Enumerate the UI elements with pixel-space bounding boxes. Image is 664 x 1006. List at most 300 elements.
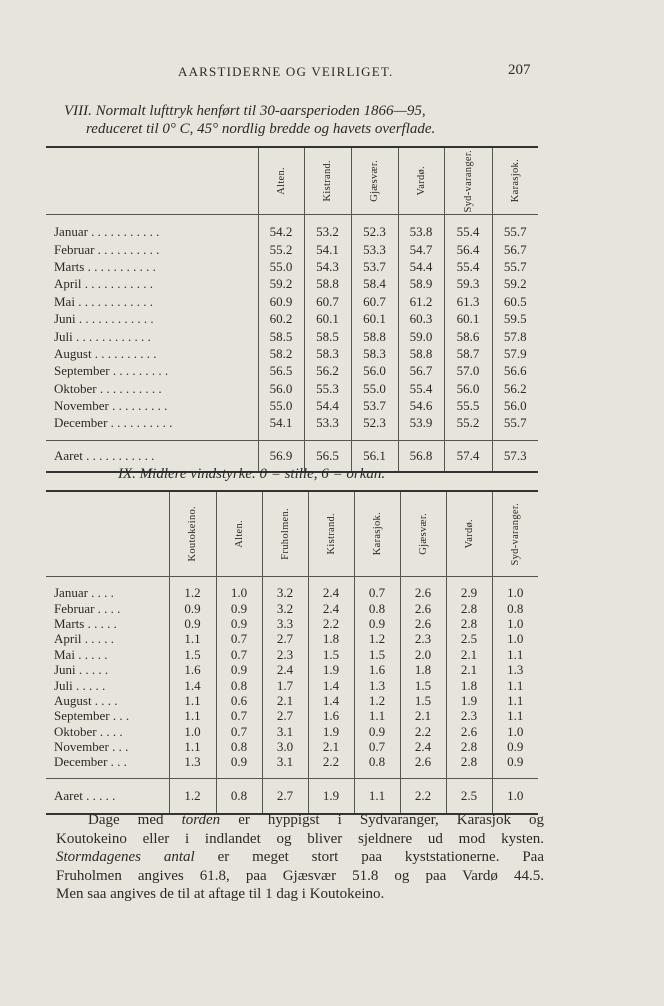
data-cell: 0.9 (354, 724, 400, 739)
data-cell: 60.1 (351, 310, 398, 327)
data-cell: 1.8 (400, 662, 446, 677)
data-cell: 2.8 (446, 739, 492, 754)
column-label: Alten. (233, 520, 245, 548)
spacer-cell (492, 770, 538, 779)
data-cell: 2.6 (400, 585, 446, 600)
data-cell: 58.3 (351, 345, 398, 362)
table-row (46, 600, 538, 615)
table2-column-header (492, 491, 538, 577)
row-label: Januar . . . . . . . . . . . (54, 224, 160, 240)
spacer-cell (258, 215, 304, 224)
row-label: Juli . . . . . (54, 677, 106, 693)
total-cell: 56.5 (304, 440, 351, 472)
data-cell: 60.7 (351, 293, 398, 310)
table2-column-header (262, 491, 308, 577)
data-cell: 0.9 (169, 600, 216, 615)
data-cell: 56.6 (492, 362, 538, 379)
table-row (46, 275, 538, 292)
spacer-cell (492, 215, 538, 224)
data-cell: 0.7 (354, 739, 400, 754)
table-row (46, 662, 538, 677)
data-cell: 53.3 (304, 414, 351, 431)
column-label: Gjæsvær. (417, 513, 429, 555)
spacer-cell (258, 432, 304, 441)
spacer-cell (398, 432, 444, 441)
table-row (46, 414, 538, 431)
data-cell: 53.7 (351, 397, 398, 414)
spacer-cell (46, 215, 258, 224)
data-cell: 3.2 (262, 585, 308, 600)
data-cell: 55.3 (304, 380, 351, 397)
total-cell: 57.3 (492, 440, 538, 472)
table2-column-header (446, 491, 492, 577)
data-cell: 56.0 (258, 380, 304, 397)
data-cell: 56.4 (444, 240, 492, 257)
data-cell: 2.5 (446, 631, 492, 646)
data-cell: 2.6 (446, 724, 492, 739)
spacer-cell (351, 215, 398, 224)
row-label: August . . . . . . . . . . (54, 345, 157, 361)
data-cell: 54.7 (398, 240, 444, 257)
data-cell: 61.2 (398, 293, 444, 310)
data-cell: 57.0 (444, 362, 492, 379)
data-cell: 54.1 (258, 414, 304, 431)
data-cell: 59.0 (398, 327, 444, 344)
table1-caption (64, 102, 534, 138)
total-cell: 2.7 (262, 778, 308, 814)
row-label: Juli . . . . . . . . . . . . (54, 328, 151, 344)
data-cell: 52.3 (351, 414, 398, 431)
data-cell: 57.8 (492, 327, 538, 344)
data-cell: 3.0 (262, 739, 308, 754)
table2-column-header (308, 491, 354, 577)
table-row (46, 677, 538, 692)
data-cell: 2.7 (262, 708, 308, 723)
row-label: Mai . . . . . (54, 646, 108, 662)
table2-column-header (400, 491, 446, 577)
data-cell: 2.3 (446, 708, 492, 723)
table1-column-header (398, 147, 444, 215)
spacer-cell (308, 577, 354, 586)
table-row (46, 258, 538, 275)
data-cell: 2.3 (400, 631, 446, 646)
total-cell: 1.2 (169, 778, 216, 814)
data-cell: 54.2 (258, 223, 304, 240)
data-cell: 60.1 (444, 310, 492, 327)
column-label: Alten. (275, 167, 287, 195)
total-cell: 1.1 (354, 778, 400, 814)
spacer-cell (46, 770, 169, 779)
spacer-cell (354, 577, 400, 586)
table-row (46, 739, 538, 754)
data-cell: 60.1 (304, 310, 351, 327)
data-cell: 0.8 (492, 600, 538, 615)
column-label: Vardø. (415, 166, 427, 196)
total-cell: 56.9 (258, 440, 304, 472)
spacer-cell (354, 770, 400, 779)
data-cell: 0.8 (354, 600, 400, 615)
spacer-cell (169, 770, 216, 779)
data-cell: 0.9 (216, 662, 262, 677)
data-cell: 58.2 (258, 345, 304, 362)
data-cell: 1.4 (308, 677, 354, 692)
data-cell: 3.1 (262, 754, 308, 769)
data-cell: 60.7 (304, 293, 351, 310)
total-cell: 0.8 (216, 778, 262, 814)
row-label: Juni . . . . . . . . . . . . (54, 311, 154, 327)
data-cell: 0.8 (354, 754, 400, 769)
spacer-cell (492, 577, 538, 586)
data-cell: 1.1 (169, 739, 216, 754)
spacer-cell (304, 215, 351, 224)
data-cell: 56.2 (492, 380, 538, 397)
data-cell: 0.7 (216, 647, 262, 662)
data-cell: 55.5 (444, 397, 492, 414)
data-cell: 2.1 (262, 693, 308, 708)
data-cell: 1.6 (169, 662, 216, 677)
data-cell: 56.7 (492, 240, 538, 257)
paragraph-emphasis: Stormdagenes antal (56, 849, 195, 866)
data-cell: 59.2 (492, 275, 538, 292)
spacer-cell (492, 432, 538, 441)
data-cell: 2.1 (308, 739, 354, 754)
table-row (46, 380, 538, 397)
data-cell: 1.0 (492, 585, 538, 600)
table-row (46, 223, 538, 240)
data-cell: 0.9 (216, 754, 262, 769)
row-label: Juni . . . . . (54, 662, 109, 678)
data-cell: 2.6 (400, 600, 446, 615)
data-cell: 1.1 (169, 693, 216, 708)
data-cell: 1.3 (354, 677, 400, 692)
data-cell: 2.4 (308, 585, 354, 600)
spacer-cell (398, 215, 444, 224)
table-row (46, 754, 538, 769)
spacer-row (46, 215, 538, 224)
paragraph-text: er meget stort paa kyststationerne. Paa (194, 849, 545, 866)
data-cell: 2.9 (446, 585, 492, 600)
total-cell: 2.2 (400, 778, 446, 814)
data-cell: 56.0 (444, 380, 492, 397)
data-cell: 58.7 (444, 345, 492, 362)
data-cell: 55.0 (258, 258, 304, 275)
table2-stub-header (46, 491, 169, 577)
data-cell: 2.2 (308, 616, 354, 631)
column-label: Fruholmen. (279, 508, 291, 560)
data-cell: 54.3 (304, 258, 351, 275)
total-label: Aaret . . . . . (46, 778, 169, 814)
paragraph-line: Men saa angives de til at aftage til 1 dag i Koutokeino. (56, 886, 385, 903)
data-cell: 56.7 (398, 362, 444, 379)
table1-column-header (258, 147, 304, 215)
data-cell: 0.8 (216, 739, 262, 754)
data-cell: 0.9 (169, 616, 216, 631)
data-cell: 1.0 (169, 724, 216, 739)
data-cell: 60.2 (258, 310, 304, 327)
data-cell: 55.0 (258, 397, 304, 414)
running-header (0, 62, 664, 82)
row-label: November . . . (54, 739, 129, 755)
column-label: Gjæsvær. (369, 160, 380, 202)
data-cell: 1.3 (492, 662, 538, 677)
row-label: August . . . . (54, 692, 118, 708)
table-row (46, 345, 538, 362)
page-number: 207 (508, 62, 531, 78)
spacer-cell (304, 432, 351, 441)
table-row (46, 708, 538, 723)
data-cell: 0.7 (216, 724, 262, 739)
spacer-cell (446, 577, 492, 586)
data-cell: 53.9 (398, 414, 444, 431)
spacer-cell (446, 770, 492, 779)
data-cell: 0.9 (216, 600, 262, 615)
data-cell: 0.7 (216, 631, 262, 646)
total-cell: 1.0 (492, 778, 538, 814)
paragraph-line: Fruholmen angives 61.8, paa Gjæsvær 51.8 og paa Vardø 44.5. (56, 867, 544, 884)
data-cell: 54.1 (304, 240, 351, 257)
spacer-cell (216, 577, 262, 586)
data-cell: 0.8 (216, 677, 262, 692)
data-cell: 1.1 (492, 693, 538, 708)
data-cell: 1.7 (262, 677, 308, 692)
data-cell: 1.0 (492, 724, 538, 739)
paragraph-line (56, 848, 544, 867)
table1-caption-line2: reduceret til 0° C, 45° nordlig bredde og havets overflade. (86, 121, 436, 137)
data-cell: 3.3 (262, 616, 308, 631)
column-label: Kistrand. (322, 160, 333, 202)
paragraph-text: er hyppigst i Sydvaranger, Karasjok og (220, 812, 544, 828)
data-cell: 1.4 (169, 677, 216, 692)
data-cell: 56.0 (492, 397, 538, 414)
column-label: Koutokeino. (187, 506, 198, 562)
data-cell: 2.6 (400, 616, 446, 631)
table-row (46, 327, 538, 344)
data-cell: 1.5 (400, 693, 446, 708)
data-cell: 2.0 (400, 647, 446, 662)
data-cell: 53.3 (351, 240, 398, 257)
column-label: Kistrand. (325, 513, 337, 555)
spacer-cell (444, 215, 492, 224)
spacer-cell (308, 770, 354, 779)
header-title: AARSTIDERNE OG VEIRLIGET. (178, 64, 394, 79)
spacer-cell (400, 577, 446, 586)
row-label: Mai . . . . . . . . . . . . (54, 293, 153, 309)
row-label: November . . . . . . . . . (54, 398, 168, 414)
spacer-cell (46, 577, 169, 586)
row-label: Marts . . . . . (54, 615, 117, 631)
table1-column-header (444, 147, 492, 215)
spacer-cell (216, 770, 262, 779)
column-label: Vardø. (463, 519, 475, 549)
table1-header-row (46, 147, 538, 215)
data-cell: 1.1 (169, 708, 216, 723)
data-cell: 1.1 (169, 631, 216, 646)
data-cell: 58.8 (398, 345, 444, 362)
data-cell: 2.4 (308, 600, 354, 615)
table1-column-header (351, 147, 398, 215)
data-cell: 1.9 (446, 693, 492, 708)
data-cell: 1.3 (169, 754, 216, 769)
data-cell: 54.4 (304, 397, 351, 414)
data-cell: 55.7 (492, 258, 538, 275)
data-cell: 3.1 (262, 724, 308, 739)
data-cell: 1.5 (354, 647, 400, 662)
row-label: December . . . . . . . . . . (54, 415, 173, 431)
row-label: September . . . . . . . . . (54, 363, 169, 379)
table1-column-header (492, 147, 538, 215)
data-cell: 55.2 (444, 414, 492, 431)
data-cell: 58.9 (398, 275, 444, 292)
data-cell: 1.5 (169, 647, 216, 662)
data-cell: 2.1 (446, 647, 492, 662)
data-cell: 2.1 (400, 708, 446, 723)
table-row (46, 693, 538, 708)
data-cell: 60.9 (258, 293, 304, 310)
total-cell: 2.5 (446, 778, 492, 814)
data-cell: 1.0 (492, 631, 538, 646)
data-cell: 2.7 (262, 631, 308, 646)
data-cell: 1.2 (354, 693, 400, 708)
data-cell: 2.2 (308, 754, 354, 769)
data-cell: 1.6 (308, 708, 354, 723)
data-cell: 58.5 (258, 327, 304, 344)
data-cell: 61.3 (444, 293, 492, 310)
data-cell: 56.2 (304, 362, 351, 379)
total-cell: 56.8 (398, 440, 444, 472)
spacer-cell (262, 770, 308, 779)
data-cell: 2.4 (262, 662, 308, 677)
table-row (46, 631, 538, 646)
table-row (46, 616, 538, 631)
paragraph-line (88, 811, 544, 830)
paragraph-line: Koutokeino eller i indlandet og bliver sjeldnere ud mod kysten. (56, 830, 544, 847)
data-cell: 60.3 (398, 310, 444, 327)
data-cell: 58.3 (304, 345, 351, 362)
data-cell: 0.7 (216, 708, 262, 723)
table1-caption-line1: VIII. Normalt lufttryk henført til 30-aarsperioden 1866—95, (64, 103, 426, 119)
data-cell: 57.9 (492, 345, 538, 362)
spacer-cell (46, 432, 258, 441)
data-cell: 0.9 (492, 739, 538, 754)
data-cell: 1.5 (308, 647, 354, 662)
table-row (46, 724, 538, 739)
data-cell: 1.0 (492, 616, 538, 631)
data-cell: 58.4 (351, 275, 398, 292)
data-cell: 55.2 (258, 240, 304, 257)
row-label: Februar . . . . . . . . . . (54, 241, 160, 257)
data-cell: 0.7 (354, 585, 400, 600)
data-cell: 56.0 (351, 362, 398, 379)
table1-column-header (304, 147, 351, 215)
data-cell: 58.5 (304, 327, 351, 344)
data-cell: 55.7 (492, 223, 538, 240)
data-cell: 1.8 (446, 677, 492, 692)
column-label: Syd-varanger. (462, 149, 474, 213)
data-cell: 55.7 (492, 414, 538, 431)
data-cell: 1.9 (308, 724, 354, 739)
row-label: Oktober . . . . (54, 723, 123, 739)
spacer-cell (400, 770, 446, 779)
data-cell: 54.6 (398, 397, 444, 414)
data-cell: 1.1 (492, 677, 538, 692)
data-cell: 1.1 (492, 708, 538, 723)
data-cell: 53.7 (351, 258, 398, 275)
data-cell: 58.8 (351, 327, 398, 344)
spacer-row (46, 577, 538, 586)
paragraph-emphasis: torden (181, 812, 221, 828)
data-cell: 1.5 (400, 677, 446, 692)
total-cell: 56.1 (351, 440, 398, 472)
data-cell: 55.4 (444, 223, 492, 240)
total-cell: 57.4 (444, 440, 492, 472)
data-cell: 53.2 (304, 223, 351, 240)
paragraph-text: Dage med (88, 812, 182, 828)
table-row (46, 310, 538, 327)
data-cell: 59.2 (258, 275, 304, 292)
data-cell: 0.9 (492, 754, 538, 769)
data-cell: 2.6 (400, 754, 446, 769)
data-cell: 2.4 (400, 739, 446, 754)
data-cell: 2.1 (446, 662, 492, 677)
total-row (46, 778, 538, 814)
data-cell: 55.4 (398, 380, 444, 397)
column-label: Karasjok. (509, 159, 521, 203)
data-cell: 58.8 (304, 275, 351, 292)
row-label: Marts . . . . . . . . . . . (54, 258, 156, 274)
data-cell: 2.8 (446, 616, 492, 631)
data-cell: 59.5 (492, 310, 538, 327)
data-cell: 54.4 (398, 258, 444, 275)
spacer-cell (169, 577, 216, 586)
table2-column-header (216, 491, 262, 577)
table-row (46, 585, 538, 600)
table2-column-header (354, 491, 400, 577)
spacer-cell (351, 432, 398, 441)
spacer-row (46, 432, 538, 441)
row-label: Februar . . . . (54, 600, 121, 616)
column-label: Karasjok. (371, 512, 383, 556)
body-paragraph (56, 811, 545, 904)
data-cell: 53.8 (398, 223, 444, 240)
data-cell: 52.3 (351, 223, 398, 240)
data-cell: 2.3 (262, 647, 308, 662)
data-cell: 1.4 (308, 693, 354, 708)
data-cell: 1.8 (308, 631, 354, 646)
data-cell: 2.8 (446, 754, 492, 769)
data-cell: 1.9 (308, 662, 354, 677)
data-cell: 2.8 (446, 600, 492, 615)
pressure-table (46, 146, 538, 473)
row-label: April . . . . . (54, 631, 114, 647)
data-cell: 1.0 (216, 585, 262, 600)
table-row (46, 362, 538, 379)
row-label: September . . . (54, 708, 130, 724)
row-label: April . . . . . . . . . . . (54, 276, 153, 292)
table-row (46, 240, 538, 257)
data-cell: 1.2 (354, 631, 400, 646)
table-row (46, 647, 538, 662)
data-cell: 1.1 (354, 708, 400, 723)
total-label: Aaret . . . . . . . . . . . (46, 440, 258, 472)
data-cell: 59.3 (444, 275, 492, 292)
spacer-cell (262, 577, 308, 586)
data-cell: 58.6 (444, 327, 492, 344)
row-label: December . . . (54, 754, 127, 770)
spacer-cell (444, 432, 492, 441)
table2-column-header (169, 491, 216, 577)
table2-header-row (46, 491, 538, 577)
data-cell: 1.6 (354, 662, 400, 677)
